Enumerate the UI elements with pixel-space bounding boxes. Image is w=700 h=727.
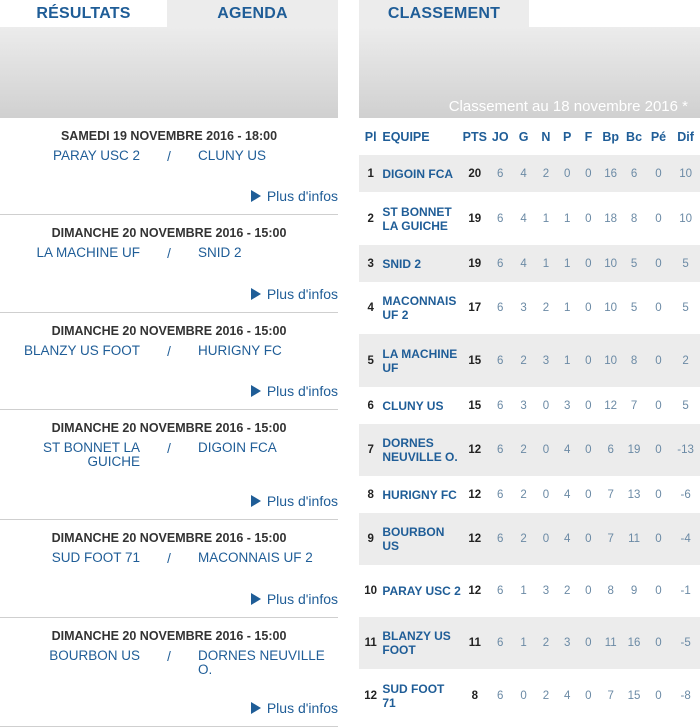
cell-lost: 2 — [563, 585, 571, 597]
cell-goals-against: 5 — [630, 302, 638, 314]
more-info-link[interactable] — [251, 188, 338, 204]
match-teams — [0, 649, 338, 677]
cell-team-name[interactable]: LA MACHINE UF — [382, 334, 461, 387]
more-info-label: Plus d'infos — [266, 286, 338, 302]
cell-penalty: 0 — [655, 585, 662, 597]
cell-points: 8 — [471, 689, 478, 702]
cell-penalty: 0 — [655, 212, 662, 225]
cell-goals-for: 7 — [607, 689, 614, 702]
cell-forfeit: 0 — [585, 399, 592, 412]
cell-penalty: 0 — [646, 245, 671, 282]
match-item — [0, 618, 338, 727]
cell-position: 4 — [367, 302, 374, 314]
more-info-label: Plus d'infos — [266, 188, 338, 204]
more-info-link[interactable] — [251, 286, 338, 302]
standings-header-cell: Pl — [364, 129, 377, 144]
cell-points: 12 — [461, 424, 489, 476]
cell-won: 2 — [520, 488, 527, 501]
cell-team-name[interactable]: CLUNY US — [382, 398, 444, 413]
cell-goals-against: 8 — [630, 212, 638, 225]
cell-lost: 4 — [557, 424, 578, 476]
cell-points: 12 — [468, 585, 482, 597]
cell-won: 3 — [520, 399, 527, 412]
standings-header-cell: Bp — [602, 129, 620, 144]
cell-goals-against: 5 — [622, 245, 645, 282]
cell-lost: 4 — [563, 689, 571, 702]
cell-points: 20 — [461, 155, 489, 192]
standings-row — [359, 387, 700, 424]
cell-goals-against: 16 — [622, 617, 645, 669]
cell-forfeit: 0 — [585, 689, 592, 702]
cell-points: 17 — [468, 302, 482, 314]
cell-played: 6 — [489, 513, 512, 565]
match-item — [0, 410, 338, 520]
cell-position: 10 — [364, 585, 378, 597]
away-team[interactable]: HURIGNY FC — [198, 343, 282, 358]
team-separator: / — [167, 649, 171, 664]
cell-goals-against: 19 — [622, 424, 645, 476]
cell-lost: 1 — [557, 245, 578, 282]
left-tabs — [0, 0, 338, 27]
cell-goal-difference: 10 — [671, 155, 700, 192]
cell-goal-difference: -6 — [680, 488, 691, 501]
standings-header-cell: Bc — [626, 129, 643, 144]
match-teams — [0, 344, 338, 359]
cell-goals-for: 7 — [599, 513, 622, 565]
cell-position: 9 — [359, 513, 382, 565]
cell-lost: 1 — [563, 302, 571, 314]
cell-won: 3 — [520, 302, 527, 314]
cell-goals-against: 8 — [622, 334, 645, 387]
cell-played: 6 — [489, 155, 512, 192]
away-team[interactable]: DIGOIN FCA — [198, 440, 277, 455]
away-team[interactable]: SNID 2 — [198, 245, 242, 260]
match-date: SAMEDI 19 NOVEMBRE 2016 - 18:00 — [60, 129, 278, 143]
cell-position: 3 — [359, 245, 382, 282]
classement-banner — [359, 27, 700, 118]
tab-classement[interactable]: CLASSEMENT — [359, 0, 529, 27]
cell-forfeit: 0 — [578, 513, 599, 565]
cell-lost: 3 — [557, 617, 578, 669]
cell-played: 6 — [489, 617, 512, 669]
standings-row — [359, 513, 700, 565]
cell-goals-against: 15 — [627, 689, 641, 702]
match-item — [0, 520, 338, 618]
standings-header-cell: PTS — [462, 129, 487, 144]
standings-row — [359, 155, 700, 192]
standings-header-cell: F — [584, 129, 593, 144]
cell-goal-difference: 2 — [671, 334, 700, 387]
cell-played: 6 — [489, 245, 512, 282]
more-info-label: Plus d'infos — [266, 700, 338, 716]
more-info-link[interactable] — [251, 383, 338, 399]
tab-resultats[interactable]: RÉSULTATS — [0, 0, 167, 27]
cell-forfeit: 0 — [585, 585, 592, 597]
standings-row — [359, 245, 700, 282]
cell-team-name[interactable]: SNID 2 — [382, 245, 461, 282]
cell-drawn: 1 — [542, 212, 550, 225]
cell-points: 12 — [468, 488, 482, 501]
cell-drawn: 0 — [542, 488, 550, 501]
cell-won: 4 — [512, 245, 535, 282]
cell-played: 6 — [497, 488, 504, 501]
cell-goal-difference: 5 — [682, 302, 689, 314]
cell-lost: 1 — [557, 334, 578, 387]
play-triangle-icon — [251, 190, 261, 202]
cell-penalty: 0 — [655, 399, 662, 412]
cell-forfeit: 0 — [578, 155, 599, 192]
cell-points: 11 — [461, 617, 489, 669]
cell-goals-for: 18 — [604, 212, 618, 225]
cell-penalty: 0 — [655, 302, 662, 314]
home-team[interactable]: SUD FOOT 71 — [51, 550, 140, 565]
standings-header-row — [359, 118, 700, 155]
play-triangle-icon — [251, 593, 261, 605]
cell-position: 7 — [359, 424, 382, 476]
cell-team-name[interactable]: PARAY USC 2 — [382, 584, 461, 598]
team-separator: / — [167, 441, 171, 456]
cell-lost: 3 — [563, 399, 571, 412]
cell-position: 6 — [367, 399, 374, 412]
cell-points: 15 — [461, 334, 489, 387]
match-item — [0, 313, 338, 410]
cell-goal-difference: -8 — [680, 689, 691, 702]
cell-penalty: 0 — [646, 617, 671, 669]
agenda-panel — [0, 0, 338, 727]
standings-row — [359, 334, 700, 387]
classement-date: Classement au 18 novembre 2016 * — [448, 98, 688, 115]
match-list — [0, 118, 338, 727]
agenda-banner — [0, 27, 338, 118]
more-info-label: Plus d'infos — [266, 591, 338, 607]
cell-penalty: 0 — [646, 155, 671, 192]
cell-won: 0 — [520, 689, 527, 702]
cell-position: 5 — [359, 334, 382, 387]
play-triangle-icon — [251, 495, 261, 507]
cell-team-name[interactable]: HURIGNY FC — [382, 487, 457, 502]
cell-goals-for: 10 — [599, 334, 622, 387]
cell-goals-against: 7 — [630, 399, 638, 412]
cell-position: 1 — [359, 155, 382, 192]
cell-lost: 4 — [563, 488, 571, 501]
cell-won: 4 — [512, 155, 535, 192]
cell-position: 8 — [367, 488, 374, 501]
more-info-link[interactable] — [251, 700, 338, 716]
away-team[interactable]: CLUNY US — [198, 148, 267, 163]
cell-won: 2 — [512, 334, 535, 387]
cell-lost: 1 — [563, 212, 571, 225]
tab-filler — [529, 0, 700, 27]
cell-drawn: 1 — [535, 245, 556, 282]
cell-goal-difference: 10 — [679, 212, 692, 225]
cell-penalty: 0 — [646, 513, 671, 565]
cell-goal-difference: -4 — [671, 513, 700, 565]
cell-position: 2 — [367, 212, 374, 225]
cell-goals-against: 9 — [630, 585, 638, 597]
cell-position: 12 — [364, 689, 378, 702]
cell-team-name[interactable]: MACONNAIS UF 2 — [382, 294, 457, 322]
cell-team-name[interactable]: SUD FOOT 71 — [382, 681, 445, 710]
cell-goals-against: 11 — [622, 513, 645, 565]
cell-forfeit: 0 — [585, 302, 592, 314]
cell-goal-difference: 5 — [682, 399, 689, 412]
cell-lost: 0 — [557, 155, 578, 192]
cell-team-name[interactable]: ST BONNET LA GUICHE — [382, 204, 452, 233]
standings-row — [359, 192, 700, 245]
cell-forfeit: 0 — [578, 334, 599, 387]
standings-header-cell: Pé — [650, 129, 667, 144]
cell-won: 1 — [520, 585, 527, 597]
play-triangle-icon — [251, 385, 261, 397]
standings-table — [359, 118, 700, 722]
team-separator: / — [167, 551, 171, 566]
cell-points: 19 — [461, 245, 489, 282]
cell-won: 2 — [512, 424, 535, 476]
cell-won: 4 — [520, 212, 527, 225]
cell-forfeit: 0 — [578, 617, 599, 669]
cell-drawn: 2 — [542, 302, 550, 314]
away-team[interactable]: MACONNAIS UF 2 — [198, 550, 313, 565]
cell-goal-difference: -5 — [671, 617, 700, 669]
cell-penalty: 0 — [655, 689, 662, 702]
standings-row — [359, 282, 700, 334]
cell-goal-difference: -1 — [680, 585, 691, 597]
more-info-label: Plus d'infos — [266, 383, 338, 399]
cell-drawn: 2 — [535, 617, 556, 669]
cell-played: 6 — [497, 212, 504, 225]
match-date: DIMANCHE 20 NOVEMBRE 2016 - 15:00 — [51, 226, 287, 240]
cell-drawn: 2 — [542, 689, 550, 702]
cell-goals-against: 6 — [622, 155, 645, 192]
cell-drawn: 3 — [542, 585, 550, 597]
cell-penalty: 0 — [646, 424, 671, 476]
match-teams — [0, 551, 338, 566]
cell-played: 6 — [489, 334, 512, 387]
classement-panel — [359, 0, 700, 722]
standings-header-cell: EQUIPE — [382, 129, 430, 144]
match-date: DIMANCHE 20 NOVEMBRE 2016 - 15:00 — [51, 629, 287, 643]
match-teams — [0, 246, 338, 261]
match-teams — [0, 441, 338, 469]
cell-won: 2 — [512, 513, 535, 565]
cell-penalty: 0 — [646, 334, 671, 387]
cell-drawn: 0 — [542, 399, 550, 412]
cell-goal-difference: 5 — [671, 245, 700, 282]
cell-goals-for: 6 — [599, 424, 622, 476]
cell-goal-difference: -13 — [671, 424, 700, 476]
cell-forfeit: 0 — [585, 212, 592, 225]
cell-goals-against: 13 — [627, 488, 641, 501]
cell-lost: 4 — [557, 513, 578, 565]
cell-goals-for: 12 — [604, 399, 618, 412]
cell-team-name[interactable]: DIGOIN FCA — [382, 155, 461, 192]
standings-header-cell: G — [518, 129, 529, 144]
cell-played: 6 — [497, 585, 504, 597]
away-team[interactable]: DORNES NEUVILLE O. — [198, 648, 325, 677]
play-triangle-icon — [251, 288, 261, 300]
standings-row — [359, 565, 700, 617]
home-team[interactable]: BOURBON US — [49, 648, 140, 663]
cell-team-name[interactable]: BLANZY US FOOT — [382, 617, 461, 669]
home-team[interactable]: LA MACHINE UF — [36, 245, 140, 260]
home-team[interactable]: PARAY USC 2 — [52, 148, 140, 163]
team-separator: / — [167, 344, 171, 359]
standings-header-cell: Dif — [677, 129, 694, 144]
cell-forfeit: 0 — [585, 488, 592, 501]
cell-goals-for: 10 — [604, 302, 618, 314]
cell-played: 6 — [497, 399, 504, 412]
right-tabs — [359, 0, 700, 27]
cell-goals-for: 7 — [607, 488, 614, 501]
cell-goals-for: 11 — [599, 617, 622, 669]
standings-row — [359, 476, 700, 513]
cell-team-name[interactable]: BOURBON US — [382, 513, 461, 565]
more-info-link[interactable] — [251, 493, 338, 509]
cell-drawn: 0 — [535, 424, 556, 476]
team-separator: / — [167, 246, 171, 261]
standings-row — [359, 617, 700, 669]
cell-drawn: 3 — [535, 334, 556, 387]
cell-points: 12 — [461, 513, 489, 565]
cell-forfeit: 0 — [578, 245, 599, 282]
cell-goals-for: 8 — [607, 585, 614, 597]
home-team[interactable]: ST BONNET LA GUICHE — [42, 440, 140, 469]
cell-team-name[interactable]: DORNES NEUVILLE O. — [382, 424, 461, 476]
cell-penalty: 0 — [655, 488, 662, 501]
cell-won: 1 — [512, 617, 535, 669]
play-triangle-icon — [251, 702, 261, 714]
cell-drawn: 0 — [535, 513, 556, 565]
cell-played: 6 — [497, 302, 504, 314]
match-date: DIMANCHE 20 NOVEMBRE 2016 - 15:00 — [51, 421, 287, 435]
match-item — [0, 215, 338, 313]
cell-drawn: 2 — [535, 155, 556, 192]
home-team[interactable]: BLANZY US FOOT — [23, 343, 140, 358]
cell-goals-for: 10 — [599, 245, 622, 282]
cell-points: 15 — [468, 399, 482, 412]
match-date: DIMANCHE 20 NOVEMBRE 2016 - 15:00 — [51, 531, 287, 545]
cell-position: 11 — [359, 617, 382, 669]
team-separator: / — [167, 149, 171, 164]
standings-header-cell: P — [562, 129, 572, 144]
tab-agenda[interactable]: AGENDA — [167, 0, 338, 27]
standings-row — [359, 424, 700, 476]
cell-goals-for: 16 — [599, 155, 622, 192]
standings-header-cell: JO — [491, 129, 509, 144]
match-teams — [0, 149, 338, 164]
more-info-link[interactable] — [251, 591, 338, 607]
more-info-label: Plus d'infos — [266, 493, 338, 509]
match-date: DIMANCHE 20 NOVEMBRE 2016 - 15:00 — [51, 324, 287, 338]
cell-forfeit: 0 — [578, 424, 599, 476]
cell-played: 6 — [489, 424, 512, 476]
cell-played: 6 — [497, 689, 504, 702]
match-item — [0, 118, 338, 215]
standings-header-cell: N — [541, 129, 551, 144]
cell-points: 19 — [468, 212, 482, 225]
standings-row — [359, 669, 700, 722]
